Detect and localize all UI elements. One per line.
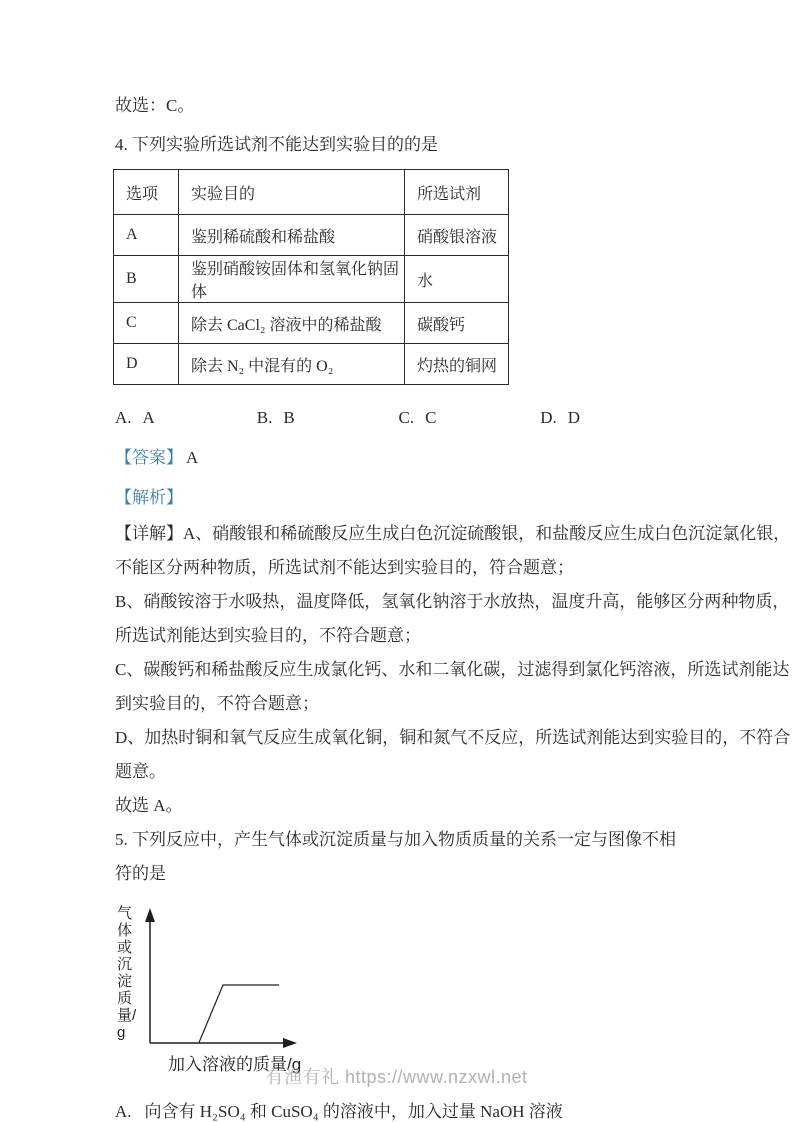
explanation-line: 到实验目的，不符合题意； xyxy=(115,694,319,713)
explanation-line: 题意。 xyxy=(115,762,166,781)
explanation-line: 不能区分两种物质，所选试剂不能达到实验目的，符合题意； xyxy=(115,558,574,577)
choice-a-value: A xyxy=(142,408,155,427)
graph-canvas xyxy=(140,905,300,1050)
table-row xyxy=(114,256,509,303)
header-cell-purpose: 实验目的 xyxy=(179,170,405,215)
question4-stem: 4. 下列实验所选试剂不能达到实验目的的是 xyxy=(115,135,438,154)
cell-purpose: 除去 N₂ 中混有的 O₂ xyxy=(179,344,405,385)
y-axis-arrow-icon xyxy=(145,908,155,922)
question5-graph xyxy=(115,905,682,1075)
analysis-label: 【解析】 xyxy=(115,488,183,507)
cell-reagent: 水 xyxy=(405,256,509,303)
cell-purpose: 除去 CaCl₂ 溶液中的稀盐酸 xyxy=(179,303,405,344)
cell-option: A xyxy=(114,215,179,256)
choice-d-value: D xyxy=(567,408,581,427)
table-row xyxy=(114,215,509,256)
choice-b xyxy=(257,408,399,428)
cell-option: C xyxy=(114,303,179,344)
cell-purpose: 鉴别硝酸铵固体和氢氧化钠固体 xyxy=(179,256,405,303)
choice-c-value: C xyxy=(425,408,437,427)
explanation-line: C、碳酸钙和稀盐酸反应生成氯化钙、水和二氧化碳，过滤得到氯化钙溶液，所选试剂能达 xyxy=(115,660,790,679)
cell-reagent: 碳酸钙 xyxy=(405,303,509,344)
explanation-line: 故选 A。 xyxy=(115,796,183,815)
question4-choices xyxy=(115,408,682,428)
curve-line xyxy=(199,985,279,1043)
previous-answer-conclusion: 故选：C。 xyxy=(115,96,195,115)
q5-choice-a-label: A. xyxy=(115,1102,132,1121)
explanation-line: D、加热时铜和氧气反应生成氧化铜，铜和氮气不反应，所选试剂能达到实验目的，不符合 xyxy=(115,728,791,747)
header-cell-option: 选项 xyxy=(114,170,179,215)
analysis-line xyxy=(115,483,682,508)
answer-value: A xyxy=(186,448,199,467)
table-row xyxy=(114,344,509,385)
graph-x-axis-label: 加入溶液的质量/g xyxy=(168,1055,302,1074)
choice-d xyxy=(540,408,682,428)
q5-choice-a-text: 向含有 H₂SO₄ 和 CuSO₄ 的溶液中，加入过量 NaOH 溶液 xyxy=(144,1102,563,1121)
x-axis-arrow-icon xyxy=(283,1038,297,1048)
cell-option: B xyxy=(114,256,179,303)
cell-option: D xyxy=(114,344,179,385)
question5-choice-a xyxy=(115,1097,682,1122)
question4-table xyxy=(113,169,509,385)
cell-reagent: 灼热的铜网 xyxy=(405,344,509,385)
table-header-row xyxy=(114,170,509,215)
answer-label: 【答案】 xyxy=(115,448,183,467)
choice-d-label: D. xyxy=(540,408,557,427)
explanation-line: 【详解】A、硝酸银和稀硫酸反应生成白色沉淀硫酸银，和盐酸反应生成白色沉淀氯化银， xyxy=(115,524,791,543)
header-cell-reagent: 所选试剂 xyxy=(405,170,509,215)
choice-a-label: A. xyxy=(115,408,132,427)
explanation-line: B、硝酸铵溶于水吸热，温度降低，氢氧化钠溶于水放热，温度升高，能够区分两种物质， xyxy=(115,592,790,611)
cell-purpose: 鉴别稀硫酸和稀盐酸 xyxy=(179,215,405,256)
explanation-line: 所选试剂能达到实验目的，不符合题意； xyxy=(115,626,421,645)
answer-line xyxy=(115,443,682,468)
cell-reagent: 硝酸银溶液 xyxy=(405,215,509,256)
table-row xyxy=(114,303,509,344)
choice-c-label: C. xyxy=(398,408,415,427)
graph-y-axis-label: 气体或沉淀质量/g xyxy=(117,905,137,1041)
footer-watermark-text: 有渔有礼 https://www.nzxwl.net xyxy=(265,1067,528,1087)
page-footer xyxy=(0,1063,793,1089)
document-page xyxy=(115,0,791,1122)
graph-plot-area xyxy=(140,905,301,1075)
choice-b-value: B xyxy=(283,408,295,427)
choice-a xyxy=(115,408,257,428)
choice-c xyxy=(399,408,541,428)
question4-explanation xyxy=(115,517,791,891)
question5-stem: 5. 下列反应中，产生气体或沉淀质量与加入物质质量的关系一定与图像不相符的是 xyxy=(115,830,676,883)
choice-b-label: B. xyxy=(256,408,273,427)
